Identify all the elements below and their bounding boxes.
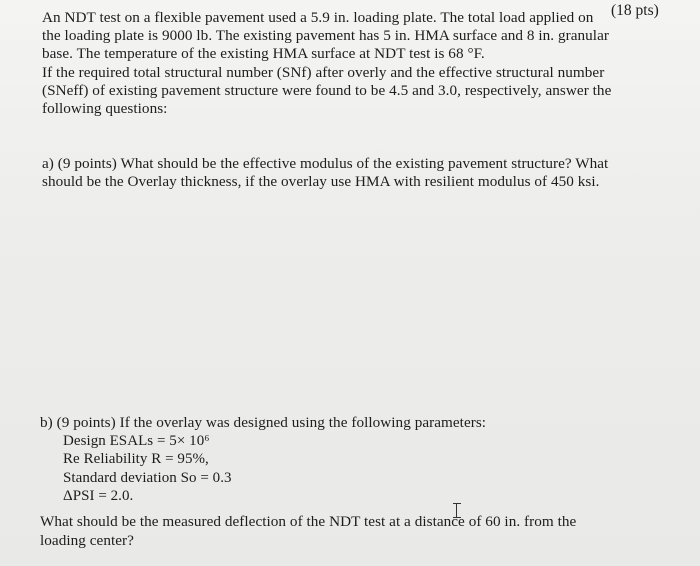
intro-line-1: An NDT test on a flexible pavement used a 5.9 in. loading plate. The total load applied on	[42, 9, 594, 26]
param-std-deviation: Standard deviation So = 0.3	[63, 470, 232, 486]
intro-line-2: the loading plate is 9000 lb. The existing pavement has 5 in. HMA surface and 8 in. granular	[42, 27, 609, 44]
intro-line-6: following questions:	[42, 100, 168, 117]
part-b-question-line-1: What should be the measured deflection of the NDT test at a distance of 60 in. from the	[40, 513, 577, 530]
intro-line-4: If the required total structural number (SNf) after overly and the effective structural number	[42, 64, 605, 81]
param-esals: Design ESALs = 5× 10⁶	[63, 433, 210, 449]
intro-line-5: (SNeff) of existing pavement structure were found to be 4.5 and 3.0, respectively, answer the	[42, 82, 612, 99]
part-b-question-line-2: loading center?	[40, 532, 134, 549]
param-delta-psi: ΔPSI = 2.0.	[63, 488, 134, 504]
points-label: (18 pts)	[611, 2, 659, 19]
part-a-line-2: should be the Overlay thickness, if the overlay use HMA with resilient modulus of 450 ksi.	[42, 173, 600, 190]
part-a-line-1: a) (9 points) What should be the effective modulus of the existing pavement structure? What	[42, 155, 609, 172]
text-cursor-icon	[456, 503, 463, 518]
param-reliability: Re Reliability R = 95%,	[63, 451, 209, 467]
intro-line-3: base. The temperature of the existing HMA surface at NDT test is 68 °F.	[42, 45, 485, 62]
part-b-intro: b) (9 points) If the overlay was designed using the following parameters:	[40, 414, 487, 431]
